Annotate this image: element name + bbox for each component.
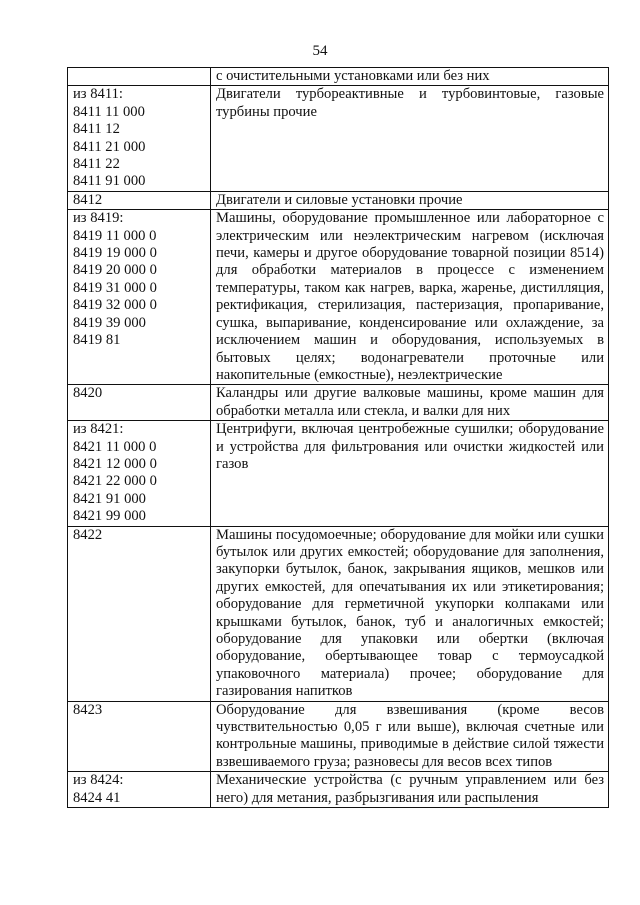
hs-code: 8419 19 000 0 [73, 245, 157, 262]
hs-code: 8422 [73, 526, 103, 543]
page-number: 54 [312, 43, 328, 59]
hs-code: 8419 20 000 0 [73, 262, 157, 279]
table-row [68, 526, 609, 701]
table-row [68, 68, 609, 86]
code-cell [68, 210, 211, 385]
description-cell: Механические устройства (с ручным управлением или без него) для метания, разбрызгивания или распыления [211, 772, 609, 808]
code-cell [68, 772, 211, 808]
hs-code: 8411 12 [73, 121, 120, 138]
table-row [68, 210, 609, 385]
code-cell [68, 191, 211, 209]
hs-code: 8419 81 [73, 332, 121, 349]
hs-code: 8421 99 000 [73, 508, 146, 525]
description-cell: Оборудование для взвешивания (кроме весов чувствительностью 0,05 г или выше), включая счетные или контрольные машины, приводимые в действие силой тяжести взвешиваемого груза; разновесы для весов всех типов [211, 701, 609, 772]
hs-code: из 8421: [73, 421, 124, 438]
description-cell: с очистительными установками или без них [211, 68, 609, 86]
hs-code: 8411 91 000 [73, 173, 146, 190]
table-body [68, 68, 609, 808]
table-row [68, 421, 609, 526]
description-cell: Двигатели и силовые установки прочие [211, 191, 609, 209]
hs-code: 8419 11 000 0 [73, 227, 157, 244]
hs-code: 8411 22 [73, 156, 120, 173]
hs-code: 8419 32 000 0 [73, 297, 157, 314]
code-cell [68, 526, 211, 701]
table-row [68, 385, 609, 421]
code-cell [68, 86, 211, 191]
hs-code: 8420 [73, 385, 103, 402]
hs-code: 8421 91 000 [73, 490, 146, 507]
code-cell [68, 385, 211, 421]
description-cell: Машины посудомоечные; оборудование для мойки или сушки бутылок или других емкостей; оборудование для заполнения, закупорки бутылок, банок, закрывания ящиков, мешков или других емкостей, для опечатывания их или этикетирования; оборудование для герметичной укупорки колпаками или крышками бутылок, банок, туб и аналогичных емкостей; оборудование для упаковки или обертки (включая оборудование, обертывающее товар с термоусадкой упаковочного материала) прочее; оборудование для газирования напитков [211, 526, 609, 701]
hs-code: 8421 22 000 0 [73, 473, 157, 490]
hs-code: из 8424: [73, 772, 124, 789]
description-cell: Двигатели турбореактивные и турбовинтовые, газовые турбины прочие [211, 86, 609, 191]
table-row [68, 772, 609, 808]
hs-code: 8421 12 000 0 [73, 455, 157, 472]
description-cell: Центрифуги, включая центробежные сушилки; оборудование и устройства для фильтрования или очистки жидкостей или газов [211, 421, 609, 526]
hs-code: из 8419: [73, 210, 124, 227]
hs-code: 8423 [73, 701, 103, 718]
hs-code: 8421 11 000 0 [73, 438, 157, 455]
code-cell [68, 68, 211, 86]
table-row [68, 86, 609, 191]
hs-code: 8419 39 000 [73, 314, 146, 331]
hs-code: 8424 41 [73, 789, 121, 806]
table-row [68, 191, 609, 209]
tn-ved-code-table [67, 67, 609, 808]
hs-code: 8419 31 000 0 [73, 279, 157, 296]
hs-code: 8411 11 000 [73, 103, 145, 120]
code-cell [68, 421, 211, 526]
hs-code: 8411 21 000 [73, 138, 146, 155]
code-cell [68, 701, 211, 772]
description-cell: Каландры или другие валковые машины, кроме машин для обработки металла или стекла, и валки для них [211, 385, 609, 421]
hs-code: из 8411: [73, 86, 123, 103]
description-cell: Машины, оборудование промышленное или лабораторное с электрическим или неэлектрическим нагревом (исключая печи, камеры и другое оборудование товарной позиции 8514) для обработки материалов в процессе с изменением температуры, таком как нагрев, варка, жаренье, дистилляция, ректификация, стерилизация, пастеризация, пропаривание, сушка, выпаривание, конденсирование или охлаждение, за исключением машин и оборудования, используемых в бытовых целях; водонагреватели проточные или накопительные (емкостные), неэлектрические [211, 210, 609, 385]
hs-code: 8412 [73, 191, 103, 208]
table-row [68, 701, 609, 772]
